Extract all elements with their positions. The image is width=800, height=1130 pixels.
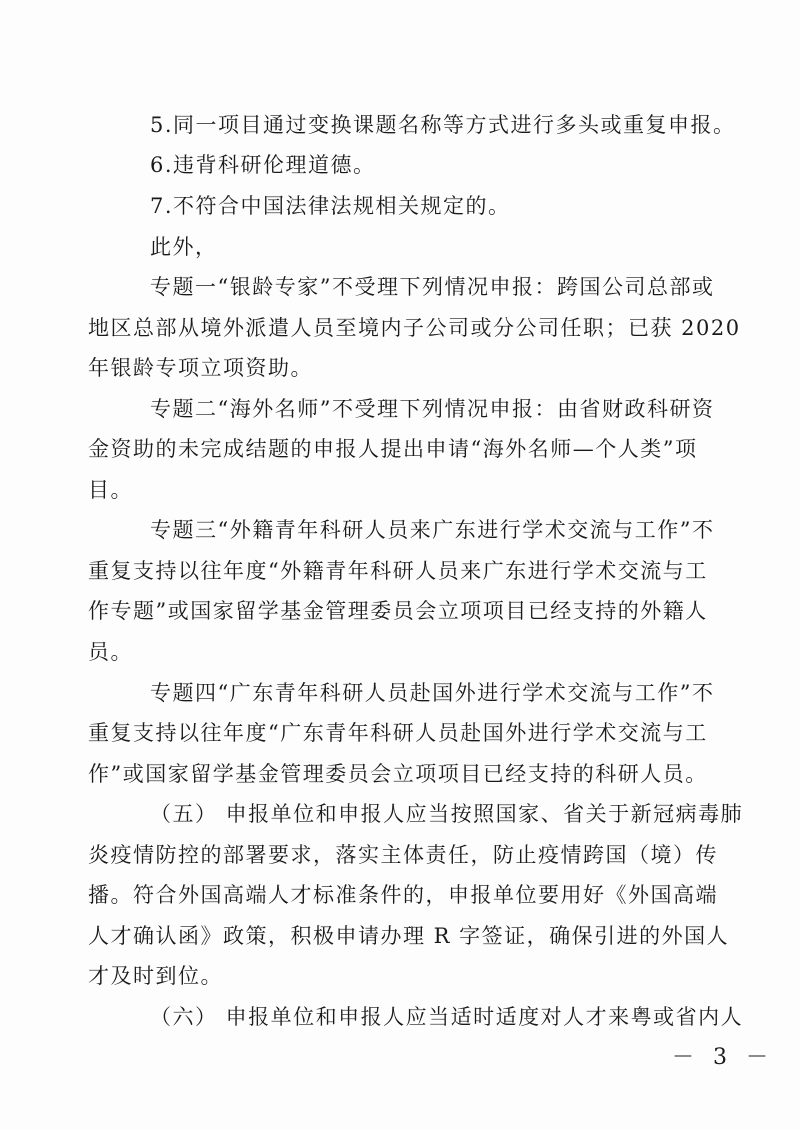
text-line: 年银龄专项立项资助。 — [88, 356, 313, 380]
text-line: 播。符合外国高端人才标准条件的，申报单位要用好《外国高端 — [88, 883, 718, 907]
text-line: 重复支持以往年度“广东青年科研人员赴国外进行学术交流与工 — [88, 721, 708, 745]
text-line: 7.不符合中国法律法规相关规定的。 — [150, 194, 511, 218]
text-line: 作专题”或国家留学基金管理委员会立项项目已经支持的外籍人 — [88, 599, 708, 623]
page-number: － 3 － — [672, 1045, 774, 1070]
text-line: 人才确认函》政策，积极申请办理 R 字签证，确保引进的外国人 — [88, 924, 730, 948]
text-line: 专题二“海外名师”不受理下列情况申报：由省财政科研资 — [150, 397, 715, 421]
text-line: 金资助的未完成结题的申报人提出申请“海外名师—个人类”项 — [88, 437, 698, 461]
text-line: 专题一“银龄专家”不受理下列情况申报：跨国公司总部或 — [150, 275, 715, 299]
text-line: 6.违背科研伦理道德。 — [150, 153, 376, 177]
text-line: 作”或国家留学基金管理委员会立项项目已经支持的科研人员。 — [88, 762, 708, 786]
text-line: 专题四“广东青年科研人员赴国外进行学术交流与工作”不 — [150, 681, 715, 705]
text-line: 重复支持以往年度“外籍青年科研人员来广东进行学术交流与工 — [88, 559, 708, 583]
text-line: 目。 — [88, 478, 133, 502]
text-line: 员。 — [88, 640, 133, 664]
text-line: 地区总部从境外派遣人员至境内子公司或分公司任职；已获 2020 — [88, 316, 741, 340]
text-line: 专题三“外籍青年科研人员来广东进行学术交流与工作”不 — [150, 518, 715, 542]
text-line: 此外， — [150, 235, 218, 259]
text-line: （五） 申报单位和申报人应当按照国家、省关于新冠病毒肺 — [150, 802, 744, 826]
text-line: 才及时到位。 — [88, 964, 223, 988]
text-line: （六） 申报单位和申报人应当适时适度对人才来粤或省内人 — [150, 1005, 744, 1029]
text-line: 炎疫情防控的部署要求，落实主体责任，防止疫情跨国（境）传 — [88, 843, 718, 867]
text-line: 5.同一项目通过变换课题名称等方式进行多头或重复申报。 — [150, 113, 736, 137]
